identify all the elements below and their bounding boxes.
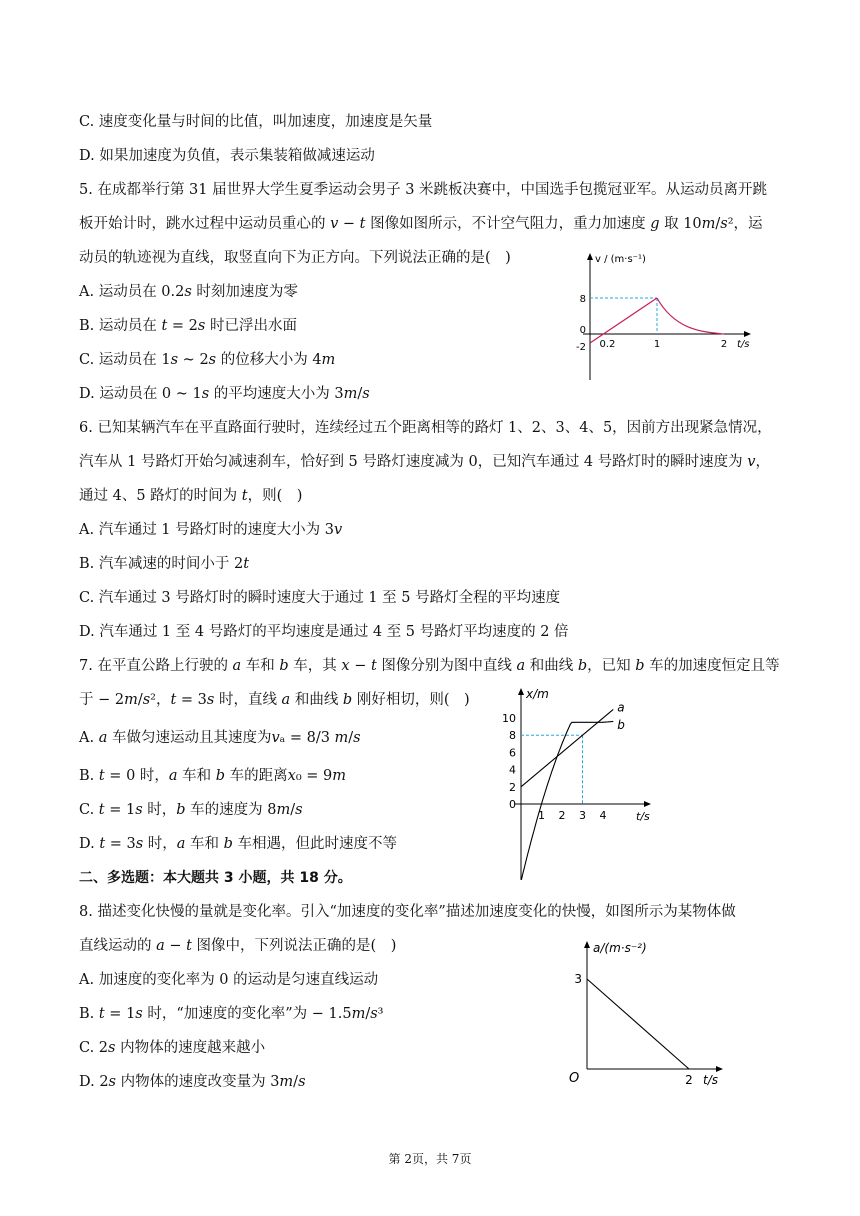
q4-option-d: D. 如果加速度为负值，表示集装箱做减速运动	[79, 148, 375, 164]
xt-ylabel: x/m	[526, 687, 549, 701]
q5-stem-line-2: 板开始计时，跳水过程中运动员重心的 𝑣 − 𝑡 图像如图所示，不计空气阻力，重力加速度 𝑔 取 10𝑚/𝑠²，运	[79, 216, 763, 232]
vt-graph	[575, 250, 765, 390]
vt-y-arrow	[587, 253, 593, 260]
at-ylabel: a/(m·s⁻²)	[593, 941, 647, 955]
at-tick-x-2: 2	[685, 1073, 693, 1087]
vt-curve-fall	[657, 298, 724, 334]
at-xlabel: t/s	[703, 1073, 718, 1087]
vt-x-arrow	[744, 331, 751, 337]
q8-option-d: D. 2𝑠 内物体的速度改变量为 3𝑚/𝑠	[79, 1074, 306, 1090]
q4-option-c: C. 速度变化量与时间的比值，叫加速度，加速度是矢量	[79, 114, 433, 130]
q5-option-d: D. 运动员在 0 ~ 1𝑠 的平均速度大小为 3𝑚/𝑠	[79, 386, 370, 402]
q5-option-c: C. 运动员在 1𝑠 ~ 2𝑠 的位移大小为 4𝑚	[79, 352, 336, 368]
vt-tick-y-0: 0	[579, 325, 586, 336]
q5-option-b: B. 运动员在 𝑡 = 2𝑠 时已浮出水面	[79, 318, 297, 334]
at-tick-y-3: 3	[574, 972, 582, 986]
xt-tick-y-8: 8	[509, 729, 516, 743]
xt-tick-x-1: 1	[538, 809, 545, 822]
q6-option-b: B. 汽车减速的时间小于 2𝑡	[79, 556, 250, 572]
vt-tick-x-0.2: 0.2	[599, 339, 616, 350]
xt-tick-y-0: 0	[509, 798, 516, 811]
q7-option-b: B. 𝑡 = 0 时，𝑎 车和 𝑏 车的距离𝑥₀ = 9𝑚	[79, 768, 346, 784]
q7-option-d: D. 𝑡 = 3𝑠 时，𝑎 车和 𝑏 车相遇，但此时速度不等	[79, 836, 398, 852]
vt-tick-x-2: 2	[720, 339, 728, 350]
xt-label-b: b	[617, 717, 625, 732]
q5-stem-line-3: 动员的轨迹视为直线，取竖直向下为正方向。下列说法正确的是( )	[79, 250, 511, 266]
q5-stem-line-1: 5. 在成都举行第 31 届世界大学生夏季运动会男子 3 米跳板决赛中，中国选手包揽冠亚军。从运动员离开跳	[79, 182, 768, 198]
page-footer: 第 2页，共 7页	[388, 1152, 472, 1166]
q6-stem-line-2: 汽车从 1 号路灯开始匀减速刹车，恰好到 5 号路灯速度减为 0，已知汽车通过 4 号路灯时的瞬时速度为 𝑣，	[79, 454, 770, 470]
xt-tick-y-10: 10	[502, 712, 516, 725]
xt-tick-y-2: 2	[509, 780, 516, 794]
vt-ylabel: v / (m·s⁻¹)	[595, 254, 646, 265]
q5-option-a: A. 运动员在 0.2𝑠 时刻加速度为零	[79, 284, 298, 300]
xt-tick-x-2: 2	[558, 809, 566, 822]
q8-option-b: B. 𝑡 = 1𝑠 时，“加速度的变化率”为 − 1.5𝑚/𝑠³	[79, 1006, 384, 1022]
vt-line-rise	[590, 298, 657, 343]
q8-stem-line-2: 直线运动的 𝑎 − 𝑡 图像中，下列说法正确的是( )	[79, 938, 397, 954]
at-origin: O	[569, 1071, 580, 1086]
q7-option-a: A. 𝑎 车做匀速运动且其速度为𝑣ₐ = 8/3 𝑚/𝑠	[79, 730, 361, 746]
q6-stem-line-3: 通过 4、5 路灯的时间为 𝑡，则( )	[79, 488, 303, 504]
q6-option-d: D. 汽车通过 1 至 4 号路灯的平均速度是通过 4 至 5 号路灯平均速度的 2 倍	[79, 624, 569, 640]
q7-stem-line-1: 7. 在平直公路上行驶的 𝑎 车和 𝑏 车，其 𝑥 − 𝑡 图像分别为图中直线 𝑎 和曲线 𝑏，已知 𝑏 车的加速度恒定且等	[79, 658, 780, 674]
xt-tick-y-4: 4	[509, 763, 516, 777]
vt-tick-x-1: 1	[653, 339, 661, 350]
xt-x-arrow	[644, 801, 651, 807]
q6-stem-line-1: 6. 已知某辆汽车在平直路面行驶时，连续经过五个距离相等的路灯 1、2、3、4、5，因前方出现紧急情况，	[79, 420, 772, 436]
xt-y-arrow	[518, 688, 524, 695]
q7-option-c: C. 𝑡 = 1𝑠 时，𝑏 车的速度为 8𝑚/𝑠	[79, 802, 303, 818]
xt-tick-x-3: 3	[579, 809, 586, 822]
q6-option-c: C. 汽车通过 3 号路灯时的瞬时速度大于通过 1 至 5 号路灯全程的平均速度	[79, 590, 561, 606]
xt-label-a: a	[617, 700, 625, 715]
xt-xlabel: t/s	[636, 810, 650, 823]
q8-stem-line-1: 8. 描述变化快慢的量就是变化率。引入“加速度的变化率”描述加速度变化的快慢，如图所示为某物体做	[79, 904, 736, 920]
vt-tick-y-8: 8	[579, 294, 586, 305]
xt-curve-b	[521, 721, 613, 879]
vt-tick-y-neg2: -2	[576, 342, 586, 353]
xt-graph	[495, 682, 675, 882]
q7-stem-line-2: 于 − 2𝑚/𝑠²，𝑡 = 3𝑠 时，直线 𝑎 和曲线 𝑏 刚好相切，则( )	[79, 692, 470, 708]
xt-line-a	[521, 709, 613, 786]
xt-tick-y-6: 6	[509, 746, 516, 760]
at-x-arrow	[716, 1066, 723, 1072]
xt-tick-x-4: 4	[599, 809, 607, 822]
q8-option-c: C. 2𝑠 内物体的速度越来越小	[79, 1040, 266, 1056]
q8-option-a: A. 加速度的变化率为 0 的运动是匀速直线运动	[79, 972, 379, 988]
vt-xlabel: t/s	[737, 339, 750, 350]
at-graph	[563, 934, 743, 1094]
section-heading: 二、多选题：本大题共 3 小题，共 18 分。	[79, 870, 352, 886]
at-line	[587, 979, 689, 1069]
q6-option-a: A. 汽车通过 1 号路灯时的速度大小为 3𝑣	[79, 522, 343, 538]
at-y-arrow	[584, 941, 590, 948]
